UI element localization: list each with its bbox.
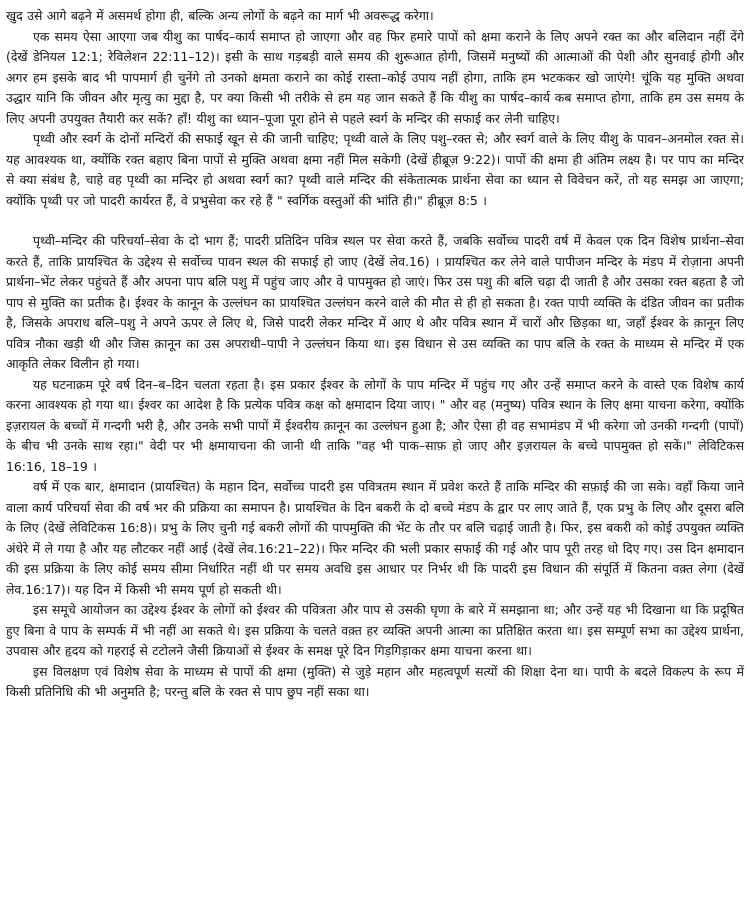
paragraph-cleansing-by-blood: पृथ्वी और स्वर्ग के दोनों मन्दिरों की सफाई खून से की जानी चाहिए; पृथ्वी वाले के लिए पशु–रक्त से; और स्वर्ग वाले के लिए यीशु के पावन–अनमोल रक्त से। यह आवश्यक था, क्योंकि रक्त बहाए बिना पापों से मुक्ति अथवा क्षमा नहीं मिल सकेगी (देखें हीब्रूज़ 9:22)। पापों की क्षमा ही अंतिम लक्ष्य है। पर पाप का मन्दिर से क्या संबंध है, चाहे वह पृथ्वी का मन्दिर हो अथवा स्वर्ग का? पृथ्वी वाले मन्दिर की संकेतात्मक प्रार्थना सेवा का ध्यान से विवेचन करें, तो यह समझ आ जाएगा; क्योंकि पृथ्वी पर जो पादरी कार्यरत हैं, वे प्रभुसेवा कर रहे हैं " स्वर्गिक वस्तुओं की भांति ही।" हीब्रूज़ 8:5 । (6, 131, 744, 208)
paragraph-end-of-ministry: एक समय ऐसा आएगा जब यीशु का पार्षद–कार्य समाप्त हो जाएगा और वह फिर हमारे पापों को क्षमा कराने के लिए अपने रक्त का और बलिदान नहीं देंगे (देखें डेनियल 12:1; रेविलेशन 22:11–12)। इसी के साथ गड़बड़ी वाले समय की शुरूआत होगी, जिसमें मनुष्यों की आत्माओं की पेशी और सुनवाई होगी और अगर हम इसके बाद भी पापमार्ग ही चुनेंगे तो उनको क्षमता कराने का कोई रास्ता–कोई उपाय नहीं होगा, ताकि हम भटककर खो जाएंगे! चूंकि यह मुक्ति अथवा उद्धार यानि कि जीवन और मृत्यु का मुद्दा है, पर क्या किसी भी तरीके से हम यह जान सकते हैं कि यीशु का पार्षद–कार्य कब समाप्त होगा, ताकि हम उस समय के लिए अपनी उपयुक्त तैयारी कर सकें? हाँ! यीशु का ध्यान–पूजा पूरा होने से पहले स्वर्ग के मन्दिर की सफाई कर लेनी चाहिए। (6, 28, 744, 126)
paragraph-gap (6, 211, 744, 231)
paragraph-daily-sequence: यह घटनाक्रम पूरे वर्ष दिन–ब–दिन चलता रहता है। इस प्रकार ईश्वर के लोगों के पाप मन्दिर में पहुंच गए और उन्हें समाप्त करने के वास्ते एक विशेष कार्य करना आवश्यक हो गया था। ईश्वर का आदेश है कि प्रत्येक पवित्र कक्ष को क्षमादान दिया जाए। " और वह (मनुष्य) पवित्र स्थान के लिए क्षमा याचना करेगा, क्योंकि इज़रायल के बच्चों में गन्दगी भरी है, और उनके सभी पापों में ईश्वरीय क़ानून का उल्लंघन हुआ है; और ऐसा ही वह सभामंडप में भी करेगा जो उनकी गन्दगी (पापों) के बीच भी उनके साथ रहा।" वेदी पर भी क्षमायाचना की जानी थी ताकि "वह भी पाक–साफ़ हो जाए और इज़रायल के बच्चे पापमुक्त हो सकें।" लेविटिकस 16:16, 18–19 । (6, 376, 744, 474)
paragraph-temple-service: पृथ्वी–मन्दिर की परिचर्या–सेवा के दो भाग हैं; पादरी प्रतिदिन पवित्र स्थल पर सेवा करते हैं, जबकि सर्वोच्च पादरी वर्ष में केवल एक दिन विशेष प्रार्थना–सेवा करते हैं, ताकि प्रायश्चित के उद्देश्य से सर्वोच्च पावन स्थल की सफाई हो जाए (देखें लेव.16) । प्रायश्चित कर लेने वाले पापीजन मन्दिर के मंडप में रोज़ाना अपनी प्रार्थना–भेंट लेकर पहुंचते हैं और अपना पाप बलि पशु में पहुंच जाए और वे पापमुक्त हो जाएं। फिर उस पशु की बलि चढ़ा दी जाती है और उसका रक्त बहता है जो पाप से मुक्ति का प्रतीक है। ईश्वर के कानून के उल्लंघन का प्रायश्चित उल्लंघन करने वाले की मौत से ही हो सकता है। रक्त पापी व्यक्ति के दंडित जीवन का प्रतीक है, जिसके अपराध बलि–पशु ने अपने ऊपर ले लिए थे, जिसे पादरी लेकर मन्दिर में आए थे और पवित्र स्थान में चारों और छिड़का था, जहाँ ईश्वर के क़ानून लिए पवित्र नौका खड़ी थी और जिस क़ानून का उस अपराधी–पापी ने उल्लंघन किया था। इस विधान से उस व्यक्ति का पाप बलि के रक्त के माध्यम से मन्दिर में एक आकृति लेकर विलीन हो गया। (6, 233, 744, 371)
paragraph-day-of-atonement: वर्ष में एक बार, क्षमादान (प्रायश्चित) के महान दिन, सर्वोच्च पादरी इस पवित्रतम स्थान में प्रवेश करते हैं ताकि मन्दिर की सफ़ाई की जा सके। वहाँ किया जाने वाला कार्य परिचर्या सेवा की वर्ष भर की प्रक्रिया का समापन है। प्रायश्चित के दिन बकरी के दो बच्चे मंडप के द्वार पर लाए जाते हैं, एक प्रभु के लिए और दूसरा बलि के लिए (देखें लेविटिकस 16:8)। प्रभु के लिए चुनी गई बकरी लोगों की पापमुक्ति की भेंट के तौर पर बलि चढ़ाई जाती है। फिर, इस बकरी को कोई उपयुक्त व्यक्ति अंधेरे में ले गया है और यह लौटकर नहीं आई (देखें लेव.16:21–22)। फिर मन्दिर की भली प्रकार सफाई की गई और पाप पूरी तरह धो दिए गए। उस दिन क्षमादान की इस प्रक्रिया के लिए कोई समय सीमा निर्धारित नहीं थी पर समय अवधि इस आधार पर निर्भर थी कि पादरी इस विधान की संपूर्ति में कितना वक़्त लेगा (देखें लेव.16:17)। यह दिन में किसी भी समय पूर्ण हो सकती थी। (6, 479, 744, 597)
paragraph-continuation: खुद उसे आगे बढ़ने में असमर्थ होगा ही, बल्कि अन्य लोगों के बढ़ने का मार्ग भी अवरूद्ध करेगा। (6, 8, 434, 23)
paragraph-special-service: इस विलक्षण एवं विशेष सेवा के माध्यम से पापों की क्षमा (मुक्ति) से जुड़े महान और महत्वपूर्ण सत्यों की शिक्षा देना था। पापी के बदले विकल्प के रूप में किसी प्रतिनिधि की भी अनुमति है; परन्तु बलि के रक्त से पाप छुप नहीं सका था। (6, 663, 744, 699)
paragraph-purpose: इस समूचे आयोजन का उद्देश्य ईश्वर के लोगों को ईश्वर की पवित्रता और पाप से उसकी घृणा के बारे में समझाना था; और उन्हें यह भी दिखाना था कि प्रदूषित हुए बिना वे पाप के सम्पर्क में भी नहीं आ सकते थे। इस प्रक्रिया के चलते वक़्त हर व्यक्ति अपनी आत्मा का प्रतिक्षित करता था। इस सम्पूर्ण सभा का उद्देश्य प्रार्थना, उपवास और हृदय को गहराई से टटोलने जैसी क्रियाओं से ईश्वर के समक्ष पूरे दिन गिड़गिड़ाकर क्षमा याचना करना था। (6, 602, 744, 658)
